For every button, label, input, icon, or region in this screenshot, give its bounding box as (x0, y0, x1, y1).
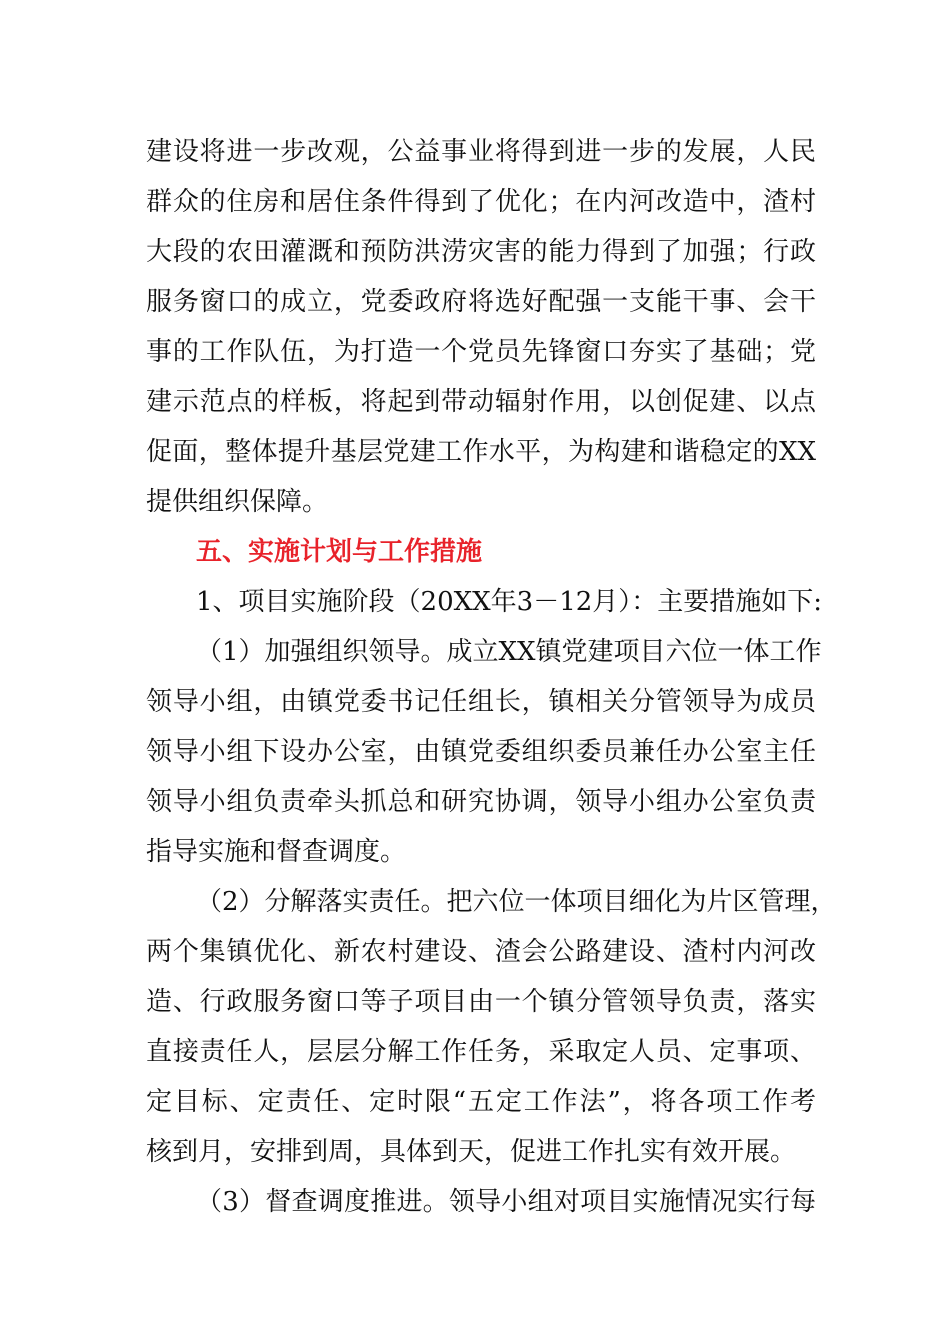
body-line-7: 促面，整体提升基层党建工作水平，为构建和谐稳定的XX (146, 437, 816, 467)
body-line-1: 建设将进一步改观，公益事业将得到进一步的发展，人民 (146, 137, 816, 167)
item2-line-3: 造、行政服务窗口等子项目由一个镇分管领导负责，落实 (146, 987, 816, 1017)
body-line-2: 群众的住房和居住条件得到了优化；在内河改造中，渣村 (146, 187, 816, 217)
body-line-4: 服务窗口的成立，党委政府将选好配强一支能干事、会干 (146, 287, 816, 317)
body-line-5: 事的工作队伍，为打造一个党员先锋窗口夯实了基础；党 (146, 337, 816, 367)
body-line-3: 大段的农田灌溉和预防洪涝灾害的能力得到了加强；行政 (146, 237, 816, 267)
item1-line-3: 领导小组下设办公室，由镇党委组织委员兼任办公室主任 (146, 737, 816, 767)
item1-line-4: 领导小组负责牵头抓总和研究协调，领导小组办公室负责 (146, 787, 816, 817)
item1-line-2: 领导小组，由镇党委书记任组长，镇相关分管领导为成员 (146, 687, 816, 717)
item2-line-1: （2）分解落实责任。把六位一体项目细化为片区管理， (196, 887, 837, 917)
item1-line-5: 指导实施和督查调度。 (146, 837, 407, 867)
body-line-8: 提供组织保障。 (146, 487, 329, 517)
item1-line-1: （1）加强组织领导。成立XX镇党建项目六位一体工作 (196, 637, 822, 667)
body-line-6: 建示范点的样板，将起到带动辐射作用，以创促建、以点 (146, 387, 816, 417)
item2-line-5: 定目标、定责任、定时限“五定工作法”，将各项工作考 (146, 1087, 816, 1117)
item2-line-2: 两个集镇优化、新农村建设、渣会公路建设、渣村内河改 (146, 937, 816, 967)
item2-line-6: 核到月，安排到周，具体到天，促进工作扎实有效开展。 (146, 1137, 797, 1167)
section1-line: 1、项目实施阶段（20XX年3－12月）：主要措施如下: (196, 587, 823, 617)
item3-line-1: （3）督查调度推进。领导小组对项目实施情况实行每 (196, 1187, 816, 1217)
item2-line-4: 直接责任人，层层分解工作任务，采取定人员、定事项、 (146, 1037, 816, 1067)
section-heading: 五、实施计划与工作措施 (196, 537, 483, 567)
